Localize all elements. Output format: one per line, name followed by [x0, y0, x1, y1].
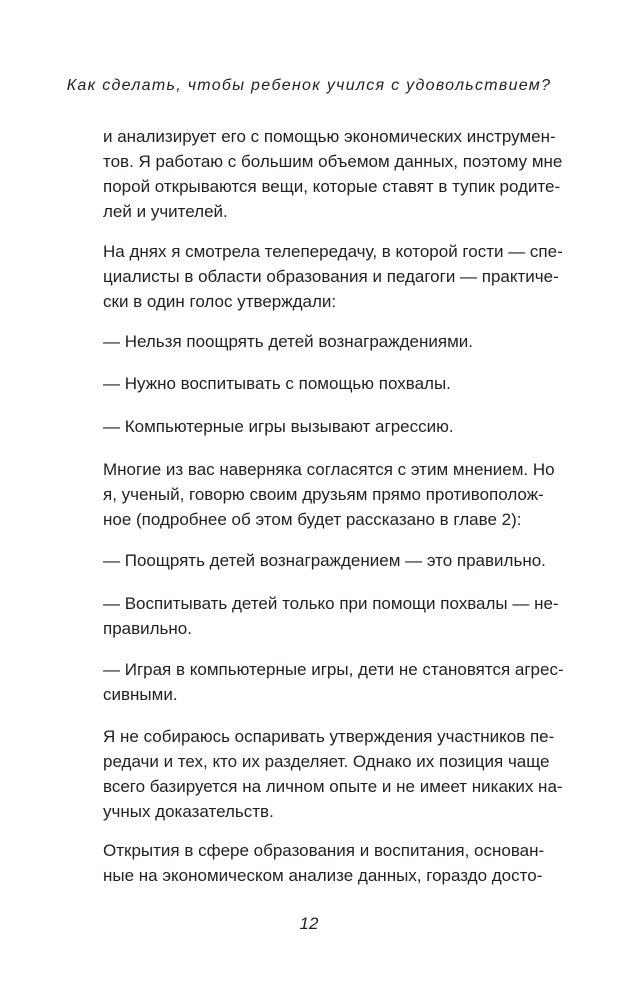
list-item [103, 371, 535, 396]
text-line: — Нельзя поощрять детей вознаграждениями. [103, 332, 473, 351]
text-line: Многие из вас наверняка согласятся с этим мнением. Но [103, 460, 555, 479]
text-line: сивными. [103, 685, 178, 704]
list-item [103, 657, 564, 707]
paragraph [103, 239, 563, 314]
text-line: — Нужно воспитывать с помощью похвалы. [103, 374, 451, 393]
list-item [103, 591, 559, 641]
text-line: и анализирует его с помощью экономических инструмен- [103, 127, 556, 146]
text-line: лей и учителей. [103, 202, 228, 221]
list-item [103, 414, 535, 439]
text-line: я, ученый, говорю своим друзьям прямо противополож- [103, 485, 544, 504]
text-line: циалисты в области образования и педагоги — практиче- [103, 267, 559, 286]
running-header: Как сделать, чтобы ребенок учился с удовольствием? [66, 77, 552, 94]
text-line: На днях я смотрела телепередачу, в которой гости — спе- [103, 242, 563, 261]
paragraph [103, 838, 545, 888]
text-line: ные на экономическом анализе данных, гораздо досто- [103, 866, 543, 885]
paragraph [103, 457, 555, 532]
text-line: — Воспитывать детей только при помощи похвалы — не- [103, 594, 559, 613]
text-line: учных доказательств. [103, 802, 274, 821]
list-item [103, 329, 535, 354]
text-line: Открытия в сфере образования и воспитания, основан- [103, 841, 545, 860]
text-line: — Компьютерные игры вызывают агрессию. [103, 417, 454, 436]
text-line: ное (подробнее об этом будет рассказано в главе 2): [103, 510, 522, 529]
paragraph [103, 724, 563, 824]
text-line: порой открываются вещи, которые ставят в тупик родите- [103, 177, 561, 196]
text-line: — Поощрять детей вознаграждением — это правильно. [103, 551, 546, 570]
paragraph [103, 124, 563, 224]
text-line: ски в один голос утверждали: [103, 292, 337, 311]
text-line: — Играя в компьютерные игры, дети не становятся агрес- [103, 660, 564, 679]
text-line: тов. Я работаю с большим объемом данных, поэтому мне [103, 152, 563, 171]
text-line: Я не собираюсь оспаривать утверждения участников пе- [103, 727, 555, 746]
list-item [103, 548, 546, 573]
text-line: всего базируется на личном опыте и не имеет никаких на- [103, 777, 563, 796]
page-number: 12 [299, 914, 319, 933]
text-line: правильно. [103, 619, 192, 638]
text-line: редачи и тех, кто их разделяет. Однако их позиция чаще [103, 752, 550, 771]
